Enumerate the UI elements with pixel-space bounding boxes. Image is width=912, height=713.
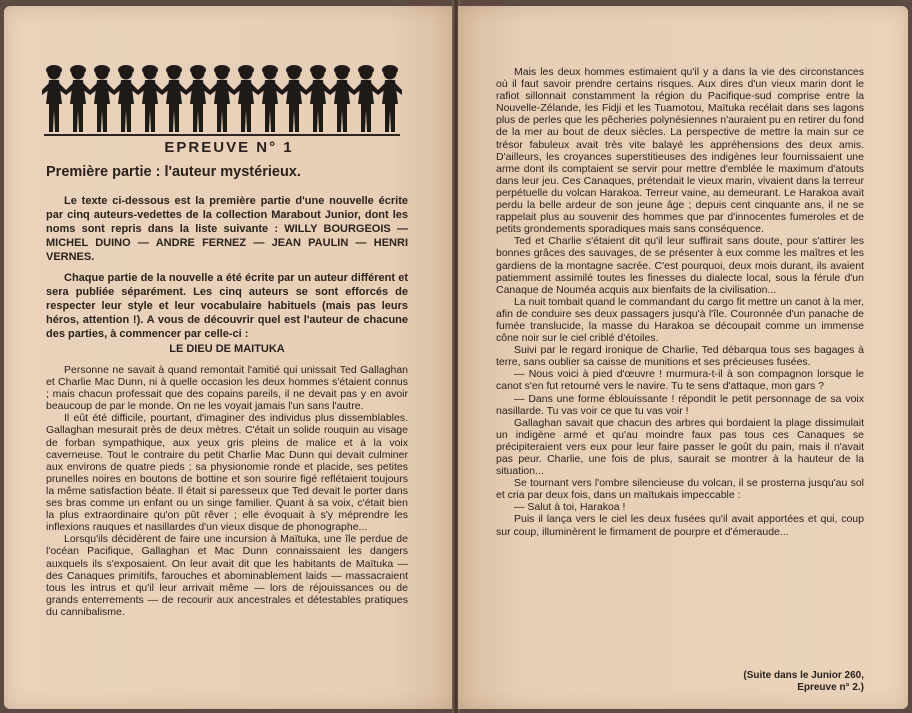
figure-silhouette <box>378 65 402 132</box>
story-paragraph: La nuit tombait quand le commandant du cargo fit mettre un canot à la mer, afin de conduire ses deux passagers jusqu'à l'île. Couronnée d'un panache de fumée translucide, la masse du Harakoa se découpait comme un immense cône noir sur le ciel criblé d'étoiles. <box>496 295 864 345</box>
right-story-body <box>496 66 864 538</box>
story-paragraph: Lorsqu'ils décidèrent de faire une incursion à Maïtuka, une île perdue de l'océan Pacifique, Gallaghan et Mac Dunn connaissaient les dangers auxquels ils s'exposaient. On leur avait dit que les habitants de Maïtuka — des Canaques primitifs, farouches et abominablement laids — massacraient tous les intrus et qu'il leur arrivait même — lors de réjouissances ou de grands enterrements — de recourir aux ancestrales et détestables pratiques du cannibalisme. <box>46 533 408 618</box>
continuation-note <box>658 670 864 694</box>
story-paragraph: Ted et Charlie s'étaient dit qu'il leur suffirait sans doute, pour s'attirer les bonnes grâces des sauvages, de se présenter à eux comme les maîtres et les gardiens de la montagne sacrée. C'est pourquoi, deux mois durant, ils avaient patiemment assimilé toutes les finesses du dialecte local, sous la férule d'un Canaque de Nouméa acquis aux bienfaits de la civilisation... <box>496 235 864 296</box>
figure-silhouette <box>90 65 114 132</box>
page-subtitle: Première partie : l'auteur mystérieux. <box>46 164 301 180</box>
story-title: LE DIEU DE MAITUKA <box>169 343 285 355</box>
story-paragraph: Personne ne savait à quand remontait l'amitié qui unissait Ted Gallaghan et Charlie Mac Dunn, ni à quelle occasion les deux hommes s'étaient connus ; mais chacun professait que des copains pareils, il ne devait pas y en avoir beaucoup de par le monde. On ne les voyait jamais l'un sans l'autre. <box>46 364 408 413</box>
intro-paragraph: Chaque partie de la nouvelle a été écrite par un auteur différent et sera publiée séparément. Les cinq auteurs se sont efforcés de respecter leur style et leur vocabulaire habituels (mais pas leurs héros, attention !). A vous de découvrir quel est l'auteur de chacune des parties, à commencer par celle-ci : <box>46 272 408 340</box>
figure-silhouette <box>42 65 66 132</box>
figure-silhouette <box>138 65 162 132</box>
figure-silhouette <box>258 65 282 132</box>
left-page <box>4 6 454 709</box>
right-page <box>458 6 908 709</box>
figure-silhouette <box>306 65 330 132</box>
story-paragraph: Mais les deux hommes estimaient qu'il y a dans la vie des circonstances où il faut savoir prendre certains risques. Aux dires d'un vieux marin dont le rafiot sillonnait constamment la région du Pacifique-sud comprise entre la Nouvelle-Zélande, les Fidji et les Tuamotou, Maïtuka recélait dans ses lagons plus de perles que les pêcheries polynésiennes n'auraient pu en retirer du fond de la mer au bout de deux siècles. La perspective de mettre la main sur ce trésor fabuleux avait très vite balayé les appréhensions des deux amis. D'ailleurs, les croyances superstitieuses des indigènes leur fournissaient une arme dont ils comptaient se servir pour mettre d'emblée le maximum d'atouts dans leur jeu. Ces Canaques, prétendait le vieux marin, vivaient dans la terreur perpétuelle du volcan Harakoa. Terreur vaine, au demeurant. Le Harakoa avait perdu la belle ardeur de son jeune âge ; depuis cent cinquante ans, il ne se rappelait plus au souvenir des hommes que par d'innocentes fumeroles et de petits grondements sporadiques mais sans conséquence. <box>496 66 864 236</box>
figure-silhouette <box>186 65 210 132</box>
figure-silhouette <box>114 65 138 132</box>
figure-silhouette <box>354 65 378 132</box>
paper-doll-figures-illustration <box>42 64 402 134</box>
figure-silhouette <box>282 65 306 132</box>
story-paragraph: Gallaghan savait que chacun des arbres qui bordaient la plage dissimulait un indigène armé et qu'au moindre faux pas tous ces Canaques se précipiteraient vers eux pour leur faire passer le goût du pain, mais il n'avait pas peur. Charlie, une fois de plus, saurait se montrer à la hauteur de la situation... <box>496 416 864 478</box>
left-story-body <box>46 364 408 618</box>
story-paragraph: Puis il lança vers le ciel les deux fusées qu'il avait apportées et qui, coup sur coup, illuminèrent le firmament de pourpre et d'émeraude... <box>496 513 864 538</box>
continuation-line-2: Epreuve n° 2.) <box>797 682 864 693</box>
intro-paragraph: Le texte ci-dessous est la première partie d'une nouvelle écrite par cinq auteurs-vedettes de la collection Marabout Junior, dont les noms sont repris dans la liste suivante : WILLY BOURGEOIS — MICHEL DUINO — ANDRE FERNEZ — JEAN PAULIN — HENRI VERNES. <box>46 195 408 263</box>
page-title: EPREUVE N° 1 <box>164 139 294 156</box>
story-paragraph: Suivi par le regard ironique de Charlie, Ted débarqua tous ses bagages à terre, sans oublier sa caisse de munitions et ses précieuses fusées. <box>496 344 864 369</box>
figure-silhouette <box>234 65 258 132</box>
figure-silhouette <box>162 65 186 132</box>
continuation-line-1: (Suite dans le Junior 260, <box>743 670 864 681</box>
figure-silhouette <box>210 65 234 132</box>
figure-silhouette <box>66 65 90 132</box>
dialogue-line: — Salut à toi, Harakoa ! <box>514 501 626 514</box>
title-rule <box>44 134 400 136</box>
dialogue-line: — Dans une forme éblouissante ! répondit le petit personnage de sa voix nasillarde. Tu vas voir ce que tu vas voir ! <box>496 392 864 417</box>
story-paragraph: Se tournant vers l'ombre silencieuse du volcan, il se prosterna jusqu'au sol et cria par deux fois, dans un maïtukais impeccable : <box>496 477 864 502</box>
dialogue-line: — Nous voici à pied d'œuvre ! murmura-t-il à son compagnon lorsque le canot s'en fut retourné vers le navire. Tu te sens d'attaque, mon gars ? <box>496 368 864 393</box>
figure-silhouette <box>330 65 354 132</box>
story-paragraph: Il eût été difficile, pourtant, d'imaginer des individus plus dissemblables. Gallaghan mesurait près de deux mètres. C'était un solide rouquin au visage de forban sympathique, aux yeux gris pleins de malice et à la voix caverneuse. Tout le contraire du petit Charlie Mac Dunn qui devait culminer aux environs de quatre pieds ; sa physionomie ronde et placide, ses petites prunelles noires en boutons de bottine et son sourire figé reflétaient toujours la même satisfaction béate. Il était si paresseux que Ted devait le porter dans ses bras comme un enfant ou un singe familier. Quant à sa voix, c'était bien la plus extraordinaire qu'on pût rêver ; elle évoquait à s'y méprendre les inflexions rauques et nasillardes d'un vieux disque de phonographe... <box>46 412 408 534</box>
